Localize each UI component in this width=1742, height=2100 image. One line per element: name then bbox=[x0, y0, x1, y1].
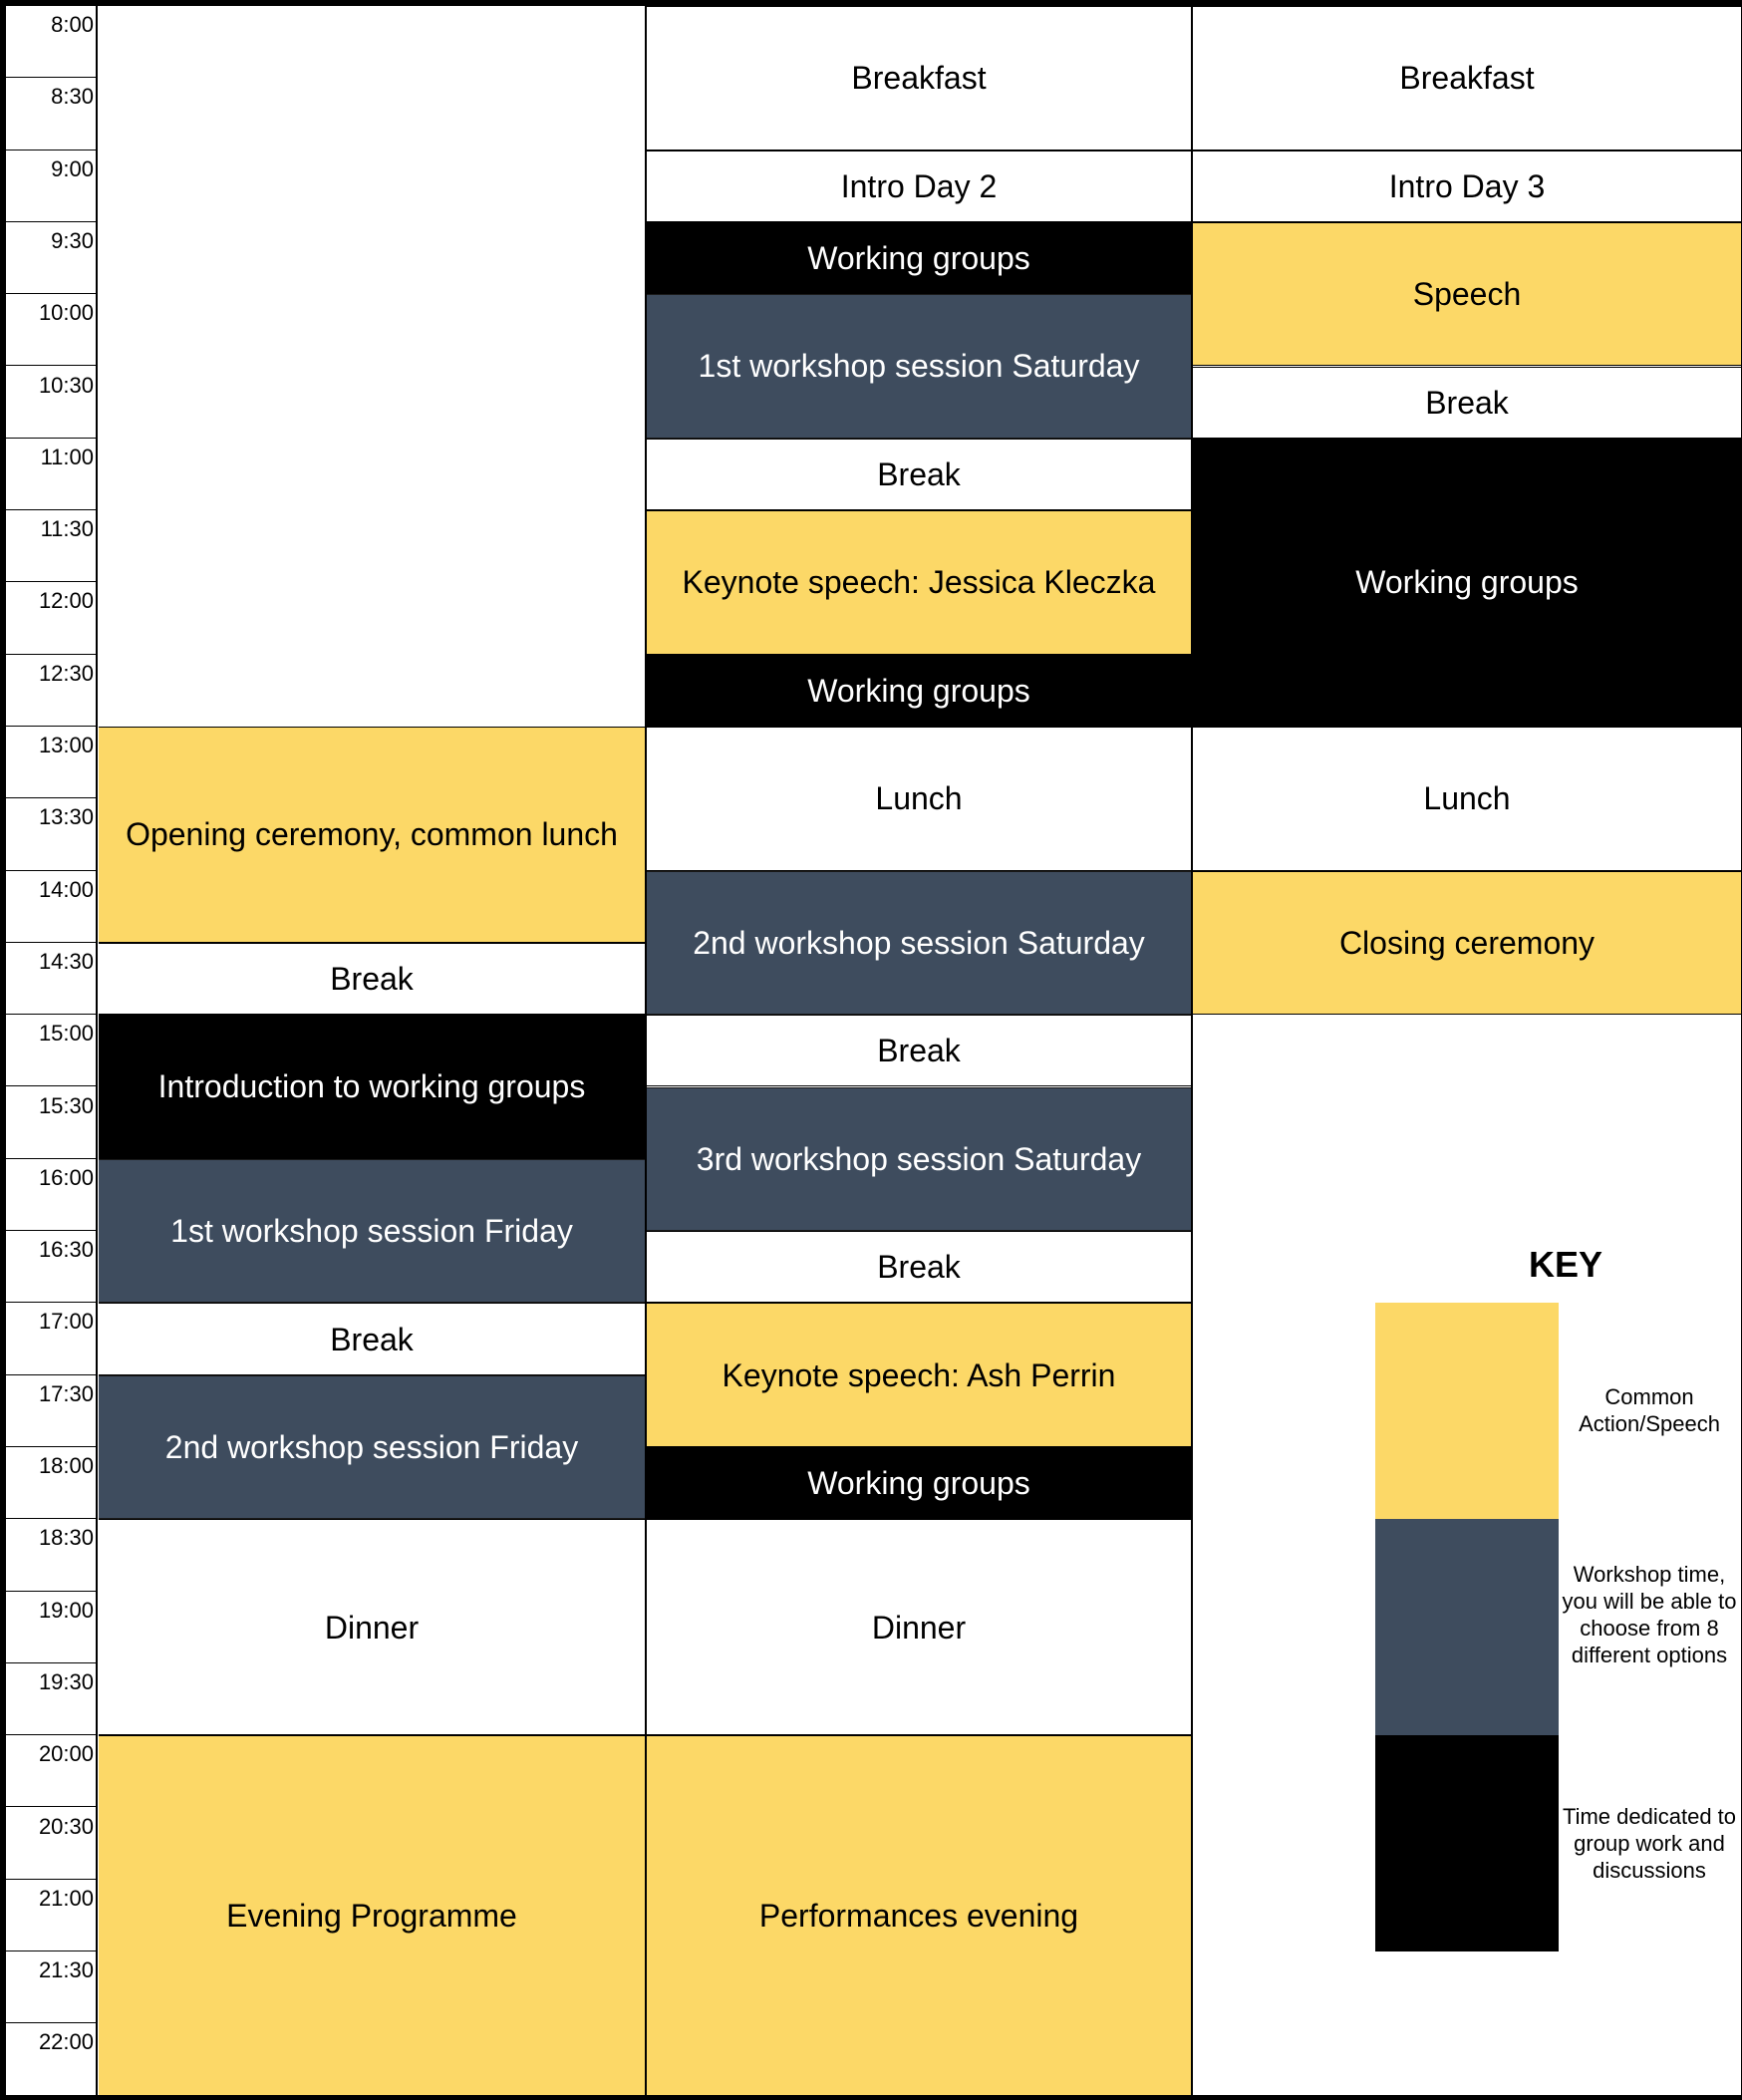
time-label: 16:00 bbox=[38, 1164, 94, 1190]
time-slot bbox=[6, 367, 98, 439]
time-slot bbox=[6, 1880, 98, 1951]
friday-event: Dinner bbox=[99, 1519, 645, 1735]
time-label: 13:30 bbox=[38, 804, 94, 830]
time-slot bbox=[6, 1592, 98, 1663]
friday-event: 1st workshop session Friday bbox=[99, 1159, 645, 1304]
time-label: 10:00 bbox=[38, 300, 94, 326]
sunday-event: Speech bbox=[1193, 222, 1741, 367]
sunday-event: Lunch bbox=[1193, 727, 1741, 871]
saturday-event: Working groups bbox=[647, 1447, 1191, 1519]
time-slot bbox=[6, 1087, 98, 1159]
time-slot bbox=[6, 1951, 98, 2023]
time-slot bbox=[6, 1015, 98, 1086]
time-slot bbox=[6, 1375, 98, 1447]
saturday-event: Breakfast bbox=[647, 6, 1191, 150]
time-slot bbox=[6, 294, 98, 366]
time-slot bbox=[6, 582, 98, 654]
saturday-event: Performances evening bbox=[647, 1735, 1191, 2096]
key-swatch-common bbox=[1375, 1303, 1559, 1519]
time-slot bbox=[6, 798, 98, 870]
time-slot bbox=[6, 78, 98, 150]
friday-event: Evening Programme bbox=[99, 1735, 645, 2096]
time-slot bbox=[6, 1735, 98, 1807]
key-swatch-workshop bbox=[1375, 1519, 1559, 1735]
time-column bbox=[6, 6, 98, 2095]
saturday-event: 3rd workshop session Saturday bbox=[647, 1087, 1191, 1232]
key-label-workshop: Workshop time, you will be able to choose from 8 different options bbox=[1562, 1562, 1737, 1667]
schedule-grid bbox=[6, 6, 1741, 2095]
time-label: 18:30 bbox=[38, 1525, 94, 1551]
time-slot bbox=[6, 439, 98, 510]
time-label: 8:30 bbox=[51, 84, 94, 110]
time-slot bbox=[6, 871, 98, 943]
time-slot bbox=[6, 1303, 98, 1374]
saturday-event: Intro Day 2 bbox=[647, 150, 1191, 222]
time-slot bbox=[6, 1808, 98, 1880]
time-slot bbox=[6, 1159, 98, 1231]
time-slot bbox=[6, 1231, 98, 1303]
sunday-event: Closing ceremony bbox=[1193, 871, 1741, 1016]
key-swatch-group bbox=[1375, 1735, 1559, 1951]
saturday-event: Lunch bbox=[647, 727, 1191, 871]
sunday-event: Break bbox=[1193, 367, 1741, 439]
key-label-common: Common Action/Speech bbox=[1579, 1384, 1720, 1436]
time-label: 21:00 bbox=[38, 1885, 94, 1911]
key-title: KEY bbox=[1528, 1244, 1603, 1285]
time-label: 19:30 bbox=[38, 1668, 94, 1694]
time-slot bbox=[6, 655, 98, 727]
time-label: 12:30 bbox=[38, 660, 94, 686]
time-slot bbox=[6, 1663, 98, 1735]
time-label: 14:00 bbox=[38, 876, 94, 902]
saturday-event: 1st workshop session Saturday bbox=[647, 294, 1191, 439]
time-label: 8:00 bbox=[51, 12, 94, 37]
time-label: 17:30 bbox=[38, 1380, 94, 1406]
time-label: 10:30 bbox=[38, 372, 94, 398]
time-label: 22:00 bbox=[38, 2029, 94, 2055]
friday-event: Break bbox=[99, 1303, 645, 1374]
time-slot bbox=[6, 6, 98, 78]
time-slot bbox=[6, 510, 98, 582]
time-slot bbox=[6, 1447, 98, 1519]
saturday-event: Break bbox=[647, 439, 1191, 510]
time-label: 13:00 bbox=[38, 733, 94, 757]
sunday-event: Working groups bbox=[1193, 439, 1741, 727]
time-label: 20:30 bbox=[38, 1813, 94, 1839]
friday-event: Introduction to working groups bbox=[99, 1015, 645, 1159]
time-slot bbox=[6, 150, 98, 222]
saturday-event: Keynote speech: Ash Perrin bbox=[647, 1303, 1191, 1447]
saturday-event: Dinner bbox=[647, 1519, 1191, 1735]
sunday-event: Breakfast bbox=[1193, 6, 1741, 150]
time-label: 21:30 bbox=[38, 1957, 94, 1983]
time-label: 11:00 bbox=[40, 444, 94, 469]
saturday-event: Keynote speech: Jessica Kleczka bbox=[647, 510, 1191, 655]
time-label: 9:00 bbox=[51, 155, 94, 181]
time-slot bbox=[6, 222, 98, 294]
friday-event: 2nd workshop session Friday bbox=[99, 1375, 645, 1520]
friday-event: Opening ceremony, common lunch bbox=[99, 727, 645, 943]
sunday-event: Intro Day 3 bbox=[1193, 150, 1741, 222]
time-label: 16:30 bbox=[38, 1237, 94, 1263]
time-label: 18:00 bbox=[38, 1453, 94, 1478]
time-label: 11:30 bbox=[40, 516, 94, 542]
saturday-event: 2nd workshop session Saturday bbox=[647, 871, 1191, 1016]
saturday-event: Working groups bbox=[647, 655, 1191, 727]
friday-event: Break bbox=[99, 943, 645, 1015]
time-label: 19:00 bbox=[38, 1597, 94, 1623]
time-slot bbox=[6, 727, 98, 798]
key-label-group: Time dedicated to group work and discussions bbox=[1562, 1804, 1737, 1883]
saturday-event: Break bbox=[647, 1015, 1191, 1086]
time-slot bbox=[6, 1519, 98, 1591]
time-label: 17:00 bbox=[38, 1309, 94, 1335]
time-label: 20:00 bbox=[38, 1741, 94, 1767]
time-label: 12:00 bbox=[38, 588, 94, 614]
time-label: 15:00 bbox=[38, 1021, 94, 1047]
saturday-event: Break bbox=[647, 1231, 1191, 1303]
time-slot bbox=[6, 943, 98, 1015]
saturday-event: Working groups bbox=[647, 222, 1191, 294]
time-label: 9:30 bbox=[51, 227, 94, 253]
time-slot bbox=[6, 2023, 98, 2095]
time-label: 14:30 bbox=[38, 948, 94, 974]
time-label: 15:30 bbox=[38, 1092, 94, 1118]
